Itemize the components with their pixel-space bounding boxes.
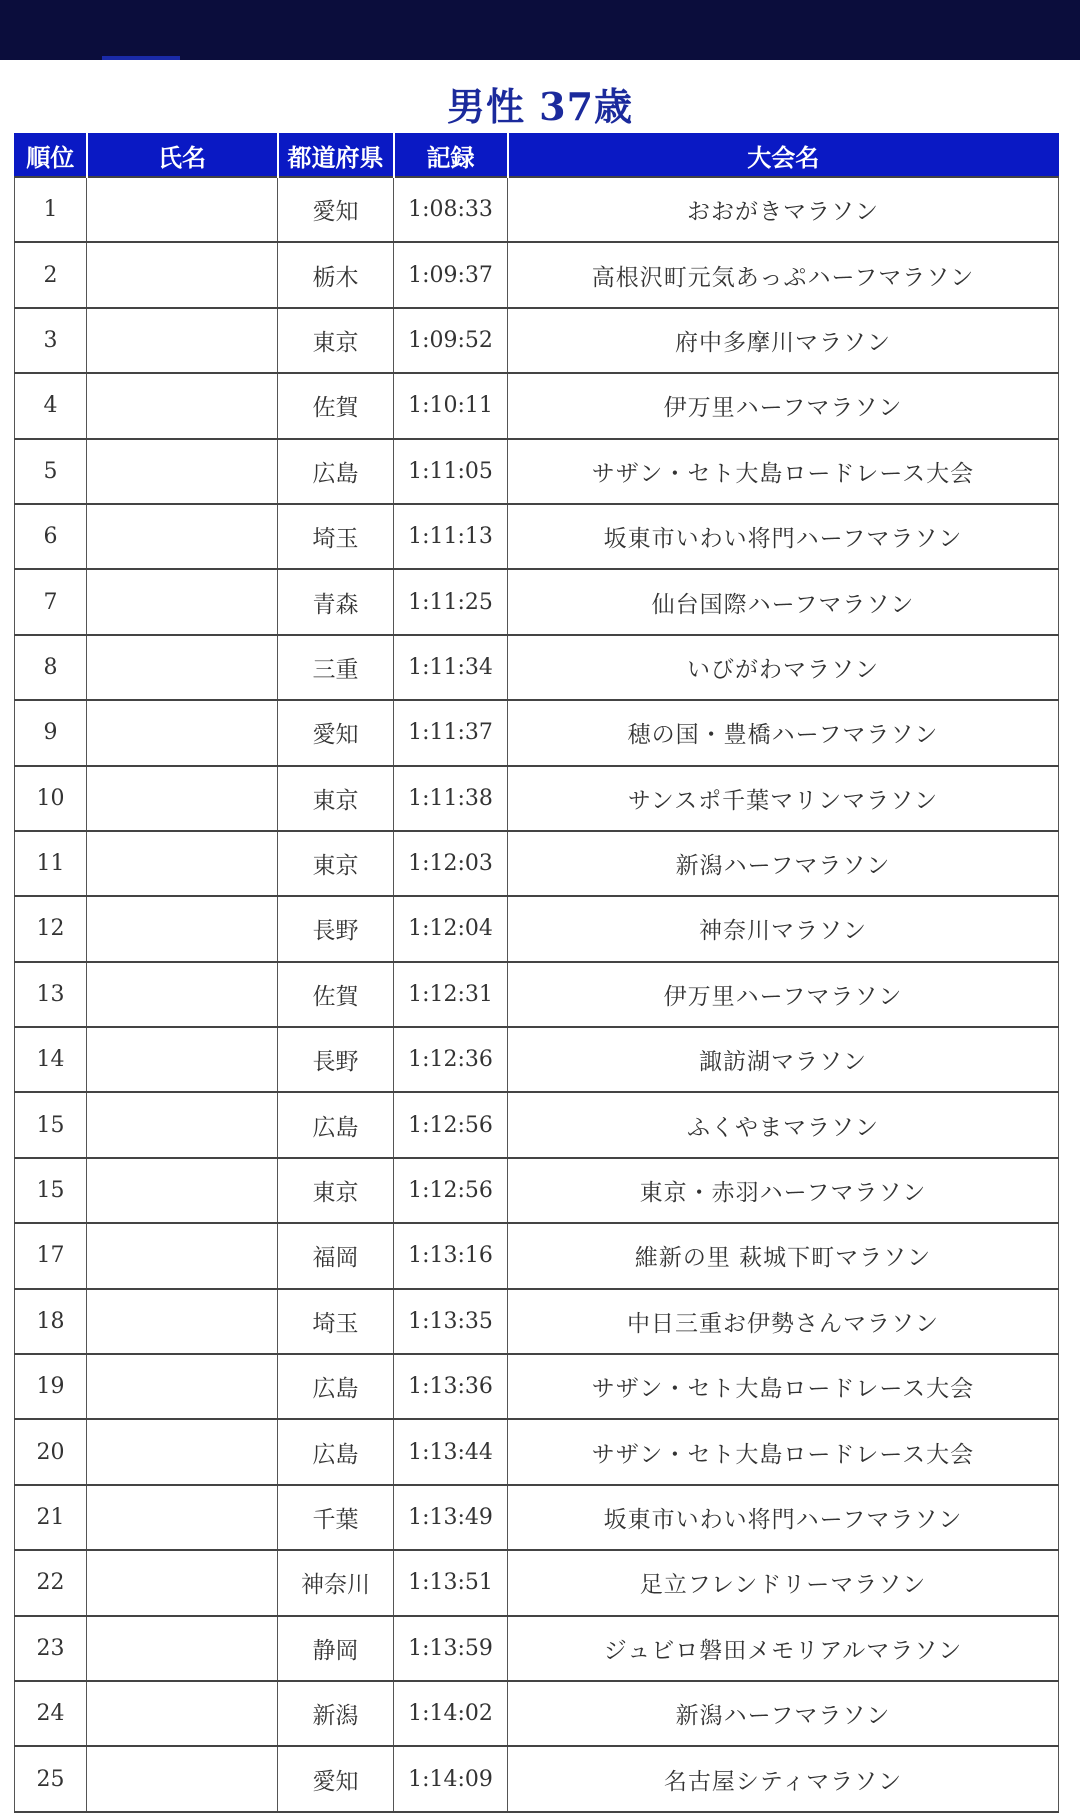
record-cell: 1:12:31 [394, 962, 508, 1027]
rank-cell: 2 [15, 242, 87, 307]
name-cell [87, 1223, 278, 1288]
rank-cell: 17 [15, 1223, 87, 1288]
results-body [15, 177, 1059, 1812]
table-row [15, 569, 1059, 634]
name-cell [87, 373, 278, 438]
table-row [15, 1616, 1059, 1681]
name-cell [87, 1092, 278, 1157]
prefecture-cell: 埼玉 [278, 1289, 394, 1354]
column-header-event: 大会名 [508, 134, 1059, 178]
table-row [15, 1550, 1059, 1615]
event-cell: サンスポ千葉マリンマラソン [508, 766, 1059, 831]
rank-cell: 12 [15, 896, 87, 961]
prefecture-cell: 東京 [278, 1158, 394, 1223]
record-cell: 1:11:38 [394, 766, 508, 831]
table-row [15, 177, 1059, 242]
record-cell: 1:09:37 [394, 242, 508, 307]
record-cell: 1:12:56 [394, 1158, 508, 1223]
name-cell [87, 1027, 278, 1092]
event-cell: サザン・セト大島ロードレース大会 [508, 1354, 1059, 1419]
table-row [15, 1485, 1059, 1550]
rank-cell: 23 [15, 1616, 87, 1681]
prefecture-cell: 愛知 [278, 177, 394, 242]
record-cell: 1:13:44 [394, 1419, 508, 1484]
prefecture-cell: 長野 [278, 896, 394, 961]
rank-cell: 22 [15, 1550, 87, 1615]
rank-cell: 4 [15, 373, 87, 438]
event-cell: 府中多摩川マラソン [508, 308, 1059, 373]
name-cell [87, 1746, 278, 1811]
name-cell [87, 439, 278, 504]
rank-cell: 25 [15, 1746, 87, 1811]
record-cell: 1:11:05 [394, 439, 508, 504]
record-cell: 1:11:34 [394, 635, 508, 700]
name-cell [87, 635, 278, 700]
record-cell: 1:12:04 [394, 896, 508, 961]
column-header-record: 記録 [394, 134, 508, 178]
name-cell [87, 504, 278, 569]
tab-indicator [102, 56, 180, 60]
rank-cell: 8 [15, 635, 87, 700]
event-cell: サザン・セト大島ロードレース大会 [508, 439, 1059, 504]
prefecture-cell: 広島 [278, 439, 394, 504]
name-cell [87, 242, 278, 307]
table-row [15, 1092, 1059, 1157]
rank-cell: 10 [15, 766, 87, 831]
prefecture-cell: 静岡 [278, 1616, 394, 1681]
top-bar [0, 0, 1080, 60]
table-row [15, 1289, 1059, 1354]
event-cell: 新潟ハーフマラソン [508, 831, 1059, 896]
rank-cell: 11 [15, 831, 87, 896]
prefecture-cell: 東京 [278, 308, 394, 373]
prefecture-cell: 広島 [278, 1092, 394, 1157]
record-cell: 1:11:37 [394, 700, 508, 765]
table-row [15, 962, 1059, 1027]
name-cell [87, 896, 278, 961]
table-row [15, 1027, 1059, 1092]
name-cell [87, 700, 278, 765]
record-cell: 1:13:49 [394, 1485, 508, 1550]
name-cell [87, 1681, 278, 1746]
prefecture-cell: 広島 [278, 1419, 394, 1484]
rank-cell: 14 [15, 1027, 87, 1092]
rank-cell: 9 [15, 700, 87, 765]
record-cell: 1:13:59 [394, 1616, 508, 1681]
event-cell: 伊万里ハーフマラソン [508, 962, 1059, 1027]
rank-cell: 19 [15, 1354, 87, 1419]
table-header-row [15, 134, 1059, 178]
prefecture-cell: 栃木 [278, 242, 394, 307]
table-row [15, 242, 1059, 307]
rank-cell: 15 [15, 1092, 87, 1157]
rank-cell: 6 [15, 504, 87, 569]
event-cell: 高根沢町元気あっぷハーフマラソン [508, 242, 1059, 307]
record-cell: 1:08:33 [394, 177, 508, 242]
table-row [15, 1354, 1059, 1419]
name-cell [87, 1616, 278, 1681]
event-cell: 名古屋シティマラソン [508, 1746, 1059, 1811]
results-table [14, 133, 1059, 1813]
table-row [15, 1419, 1059, 1484]
table-row [15, 766, 1059, 831]
prefecture-cell: 長野 [278, 1027, 394, 1092]
rank-cell: 13 [15, 962, 87, 1027]
prefecture-cell: 東京 [278, 831, 394, 896]
event-cell: 神奈川マラソン [508, 896, 1059, 961]
prefecture-cell: 愛知 [278, 1746, 394, 1811]
rank-cell: 20 [15, 1419, 87, 1484]
table-row [15, 504, 1059, 569]
column-header-rank: 順位 [15, 134, 87, 178]
prefecture-cell: 佐賀 [278, 373, 394, 438]
prefecture-cell: 福岡 [278, 1223, 394, 1288]
event-cell: 足立フレンドリーマラソン [508, 1550, 1059, 1615]
rank-cell: 7 [15, 569, 87, 634]
record-cell: 1:13:36 [394, 1354, 508, 1419]
name-cell [87, 1354, 278, 1419]
record-cell: 1:11:25 [394, 569, 508, 634]
event-cell: 東京・赤羽ハーフマラソン [508, 1158, 1059, 1223]
event-cell: いびがわマラソン [508, 635, 1059, 700]
rank-cell: 21 [15, 1485, 87, 1550]
record-cell: 1:13:16 [394, 1223, 508, 1288]
name-cell [87, 1485, 278, 1550]
table-row [15, 896, 1059, 961]
name-cell [87, 831, 278, 896]
table-row [15, 1746, 1059, 1811]
column-header-name: 氏名 [87, 134, 278, 178]
prefecture-cell: 新潟 [278, 1681, 394, 1746]
table-row [15, 831, 1059, 896]
rank-cell: 15 [15, 1158, 87, 1223]
name-cell [87, 308, 278, 373]
record-cell: 1:10:11 [394, 373, 508, 438]
record-cell: 1:12:56 [394, 1092, 508, 1157]
name-cell [87, 1289, 278, 1354]
prefecture-cell: 東京 [278, 766, 394, 831]
table-row [15, 373, 1059, 438]
record-cell: 1:14:09 [394, 1746, 508, 1811]
event-cell: 中日三重お伊勢さんマラソン [508, 1289, 1059, 1354]
rank-cell: 18 [15, 1289, 87, 1354]
name-cell [87, 569, 278, 634]
table-row [15, 1681, 1059, 1746]
event-cell: 仙台国際ハーフマラソン [508, 569, 1059, 634]
prefecture-cell: 千葉 [278, 1485, 394, 1550]
prefecture-cell: 愛知 [278, 700, 394, 765]
event-cell: 坂東市いわい将門ハーフマラソン [508, 504, 1059, 569]
name-cell [87, 1158, 278, 1223]
record-cell: 1:12:03 [394, 831, 508, 896]
rank-cell: 5 [15, 439, 87, 504]
event-cell: 坂東市いわい将門ハーフマラソン [508, 1485, 1059, 1550]
prefecture-cell: 神奈川 [278, 1550, 394, 1615]
rank-cell: 24 [15, 1681, 87, 1746]
event-cell: 穂の国・豊橋ハーフマラソン [508, 700, 1059, 765]
table-row [15, 1223, 1059, 1288]
event-cell: 伊万里ハーフマラソン [508, 373, 1059, 438]
name-cell [87, 177, 278, 242]
prefecture-cell: 埼玉 [278, 504, 394, 569]
table-row [15, 439, 1059, 504]
prefecture-cell: 広島 [278, 1354, 394, 1419]
record-cell: 1:11:13 [394, 504, 508, 569]
event-cell: 諏訪湖マラソン [508, 1027, 1059, 1092]
event-cell: 維新の里 萩城下町マラソン [508, 1223, 1059, 1288]
record-cell: 1:09:52 [394, 308, 508, 373]
event-cell: おおがきマラソン [508, 177, 1059, 242]
table-row [15, 635, 1059, 700]
page-title: 男性 37歳 [446, 84, 634, 129]
event-cell: 新潟ハーフマラソン [508, 1681, 1059, 1746]
record-cell: 1:14:02 [394, 1681, 508, 1746]
table-row [15, 308, 1059, 373]
event-cell: ジュビロ磐田メモリアルマラソン [508, 1616, 1059, 1681]
prefecture-cell: 三重 [278, 635, 394, 700]
name-cell [87, 766, 278, 831]
prefecture-cell: 佐賀 [278, 962, 394, 1027]
table-row [15, 1158, 1059, 1223]
name-cell [87, 1419, 278, 1484]
record-cell: 1:13:51 [394, 1550, 508, 1615]
table-row [15, 700, 1059, 765]
name-cell [87, 1550, 278, 1615]
name-cell [87, 962, 278, 1027]
event-cell: サザン・セト大島ロードレース大会 [508, 1419, 1059, 1484]
event-cell: ふくやまマラソン [508, 1092, 1059, 1157]
rank-cell: 1 [15, 177, 87, 242]
record-cell: 1:13:35 [394, 1289, 508, 1354]
record-cell: 1:12:36 [394, 1027, 508, 1092]
prefecture-cell: 青森 [278, 569, 394, 634]
rank-cell: 3 [15, 308, 87, 373]
column-header-prefecture: 都道府県 [278, 134, 394, 178]
